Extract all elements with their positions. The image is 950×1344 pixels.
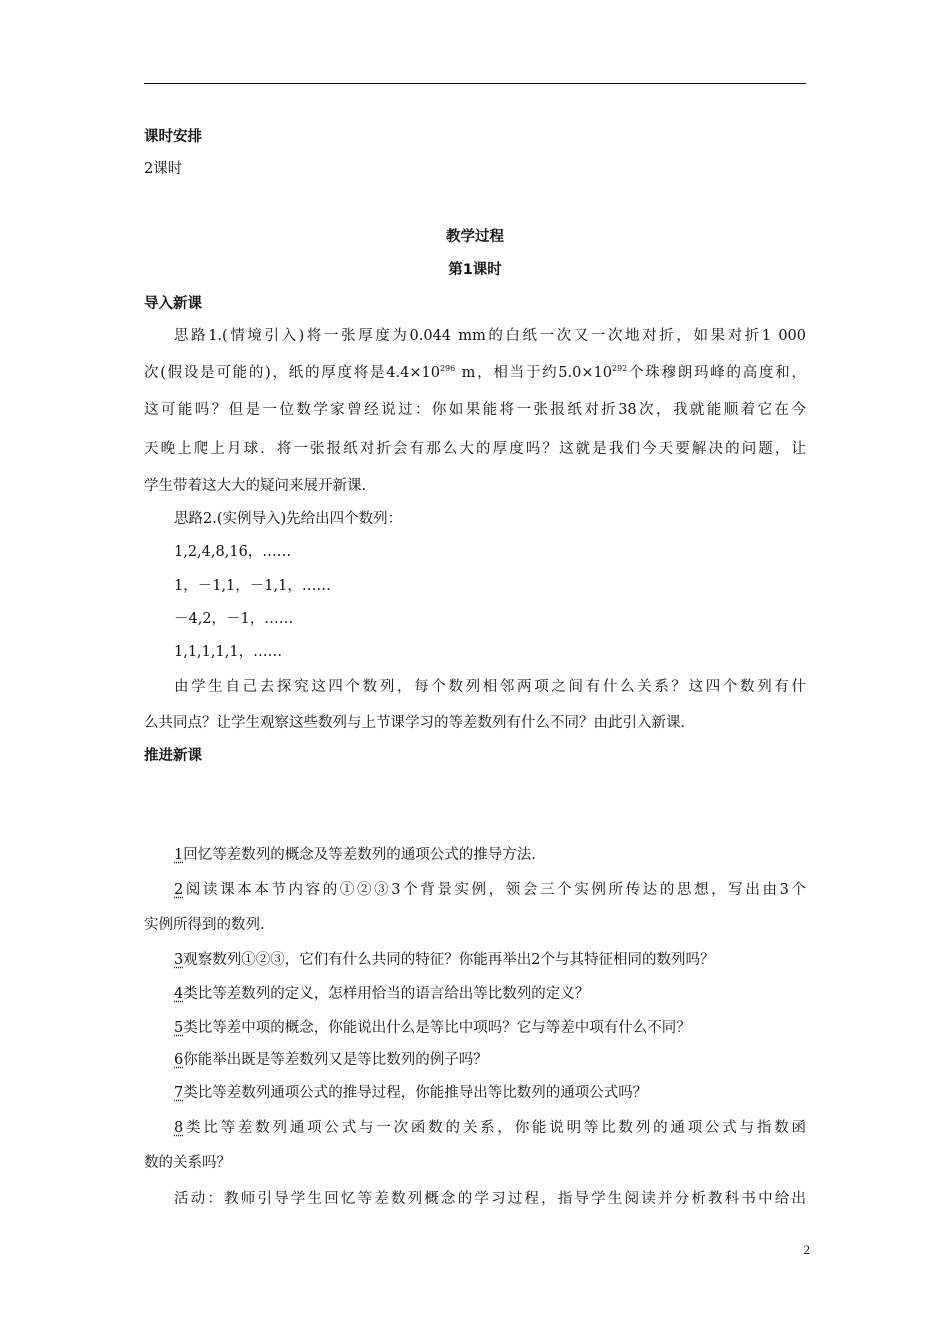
idea2-para-line1: 由学生自己去探究这四个数列，每个数列相邻两项之间有什么关系？这四个数列有什: [174, 679, 806, 695]
sequence-4: 1,1,1,1,1，……: [174, 644, 283, 660]
schedule-value: 2课时: [144, 161, 183, 177]
question-8-cont: 数的关系吗？: [144, 1155, 231, 1171]
header-rule: [144, 83, 806, 84]
advance-heading: 推进新课: [144, 748, 202, 764]
idea2-para-line2: 么共同点？让学生观察这些数列与上节课学习的等差数列有什么不同？由此引入新课．: [144, 715, 695, 731]
sequence-1: 1,2,4,8,16，……: [174, 544, 292, 560]
schedule-heading: 课时安排: [144, 129, 202, 145]
page-number: 2: [803, 1242, 810, 1257]
idea1-line4: 天晚上爬上月球．将一张报纸对折会有那么大的厚度吗？这就是我们今天要解决的问题，让: [144, 441, 806, 457]
question-2: 2阅读课本本节内容的①②③3个背景实例，领会三个实例所传达的思想，写出由3个: [174, 882, 806, 898]
question-8: 8类比等差数列通项公式与一次函数的关系，你能说明等比数列的通项公式与指数函: [174, 1120, 806, 1136]
question-3: 3观察数列①②③，它们有什么共同的特征？你能再举出2个与其特征相同的数列吗？: [174, 952, 715, 968]
activity-text: 活动：教师引导学生回忆等差数列概念的学习过程，指导学生阅读并分析教科书中给出: [174, 1191, 806, 1207]
sequence-3: －4,2，－1，……: [174, 611, 294, 627]
question-5: 5类比等差中项的概念，你能说出什么是等比中项吗？它与等差中项有什么不同？: [174, 1020, 691, 1036]
intro-heading: 导入新课: [144, 296, 202, 312]
idea1-line1: 思路1.(情境引入)将一张厚度为0.044 mm的白纸一次又一次地对折，如果对折1 000: [174, 328, 806, 344]
question-6: 6你能举出既是等差数列又是等比数列的例子吗？: [174, 1052, 488, 1068]
question-2-cont: 实例所得到的数列.: [144, 917, 265, 933]
sequence-2: 1，－1,1，－1,1，……: [174, 578, 331, 594]
question-7: 7类比等差数列通项公式的推导过程，你能推导出等比数列的通项公式吗？: [174, 1085, 648, 1101]
question-4: 4类比等差数列的定义，怎样用恰当的语言给出等比数列的定义？: [174, 986, 590, 1002]
lesson-title: 第1课时: [448, 262, 502, 278]
idea2-line1: 思路2.(实例导入)先给出四个数列：: [174, 511, 403, 527]
process-title: 教学过程: [446, 229, 504, 245]
question-1: 1回忆等差数列的概念及等差数列的通项公式的推导方法.: [174, 847, 536, 863]
idea1-line3: 这可能吗？但是一位数学家曾经说过：你如果能将一张报纸对折38次，我就能顺着它在今: [144, 402, 806, 418]
idea1-line5: 学生带着这大大的疑问来展开新课．: [144, 478, 376, 494]
idea1-line2: 次(假设是可能的)，纸的厚度将是$4.4\times 10^{296}$ m，相当于约$5.0\times 10^{292}$个珠穆朗玛峰的高度和，: [144, 364, 806, 381]
